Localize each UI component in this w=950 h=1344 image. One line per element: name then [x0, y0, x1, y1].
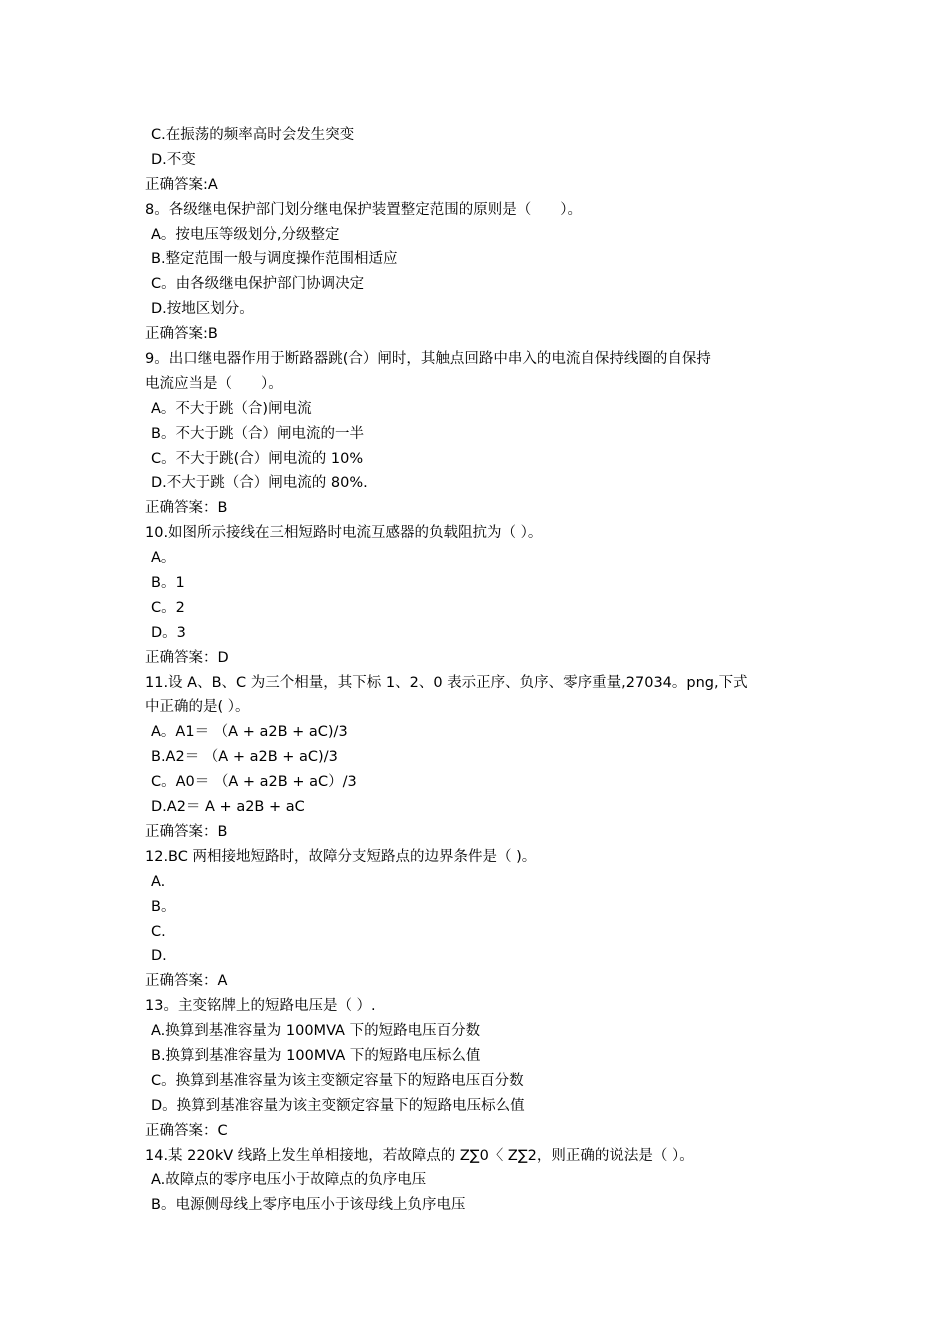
correct-answer: 正确答案:A	[145, 176, 218, 193]
correct-answer: 正确答案:B	[145, 326, 218, 343]
answer-option: D.按地区划分。	[151, 301, 254, 318]
answer-option: A。按电压等级划分,分级整定	[151, 226, 340, 243]
correct-answer: 正确答案：B	[145, 823, 228, 840]
answer-option: A.故障点的零序电压小于故障点的负序电压	[151, 1172, 427, 1189]
answer-option: B.整定范围一般与调度操作范围相适应	[151, 251, 398, 268]
question-text: 8。各级继电保护部门划分继电保护装置整定范围的原则是（ ）。	[145, 201, 582, 218]
answer-option: B。	[151, 898, 176, 915]
answer-option: D.不变	[151, 151, 196, 168]
answer-option: C.在振荡的频率高时会发生突变	[151, 127, 355, 143]
question-text: 电流应当是（ ）。	[145, 375, 283, 392]
answer-option: A.换算到基准容量为 100MVA 下的短路电压百分数	[151, 1023, 481, 1040]
question-text: 10.如图所示接线在三相短路时电流互感器的负载阻抗为（ ）。	[145, 525, 543, 542]
correct-answer: 正确答案：D	[145, 649, 229, 666]
correct-answer: 正确答案：C	[145, 1122, 228, 1139]
answer-option: A。A1＝ （A + a2B + aC)/3	[151, 724, 348, 741]
answer-option: A。不大于跳（合)闸电流	[151, 400, 312, 417]
question-text: 11.设 A、B、C 为三个相量，其下标 1、2、0 表示正序、负序、零序重量,27034。png,下式	[145, 674, 748, 691]
answer-option: D.A2＝ A + a2B + aC	[151, 799, 305, 816]
correct-answer: 正确答案：B	[145, 500, 228, 517]
answer-option: A.	[151, 873, 166, 890]
answer-option: C。2	[151, 599, 185, 616]
answer-option: D.不大于跳（合）闸电流的 80%.	[151, 475, 368, 492]
answer-option: D。3	[151, 624, 186, 641]
answer-option: C。A0＝ （A + a2B + aC）/3	[151, 774, 357, 791]
answer-option: A。	[151, 550, 176, 567]
question-text: 中正确的是( ）。	[145, 699, 250, 716]
answer-option: B.A2＝ （A + a2B + aC)/3	[151, 749, 338, 766]
answer-option: C。换算到基准容量为该主变额定容量下的短路电压百分数	[151, 1072, 524, 1089]
answer-option: B.换算到基准容量为 100MVA 下的短路电压标么值	[151, 1047, 481, 1064]
answer-option: C。不大于跳(合）闸电流的 10%	[151, 450, 364, 467]
question-text: 12.BC 两相接地短路时，故障分支短路点的边界条件是（ )。	[145, 848, 537, 865]
answer-option: B。1	[151, 575, 185, 592]
document-body	[145, 123, 815, 1218]
question-text: 13。主变铭牌上的短路电压是（ ）.	[145, 998, 376, 1015]
answer-option: D。换算到基准容量为该主变额定容量下的短路电压标么值	[151, 1097, 525, 1114]
question-text: 9。出口继电器作用于断路器跳(合）闸时，其触点回路中串入的电流自保持线圈的自保持	[145, 351, 711, 368]
question-text: 14.某 220kV 线路上发生单相接地，若故障点的 Z∑0〈 Z∑2，则正确的说法是（ ）。	[145, 1147, 694, 1164]
answer-option: D.	[151, 948, 167, 965]
answer-option: B。不大于跳（合）闸电流的一半	[151, 425, 364, 442]
correct-answer: 正确答案：A	[145, 973, 228, 990]
answer-option: C.	[151, 923, 166, 940]
answer-option: B。电源侧母线上零序电压小于该母线上负序电压	[151, 1197, 466, 1214]
answer-option: C。由各级继电保护部门协调决定	[151, 276, 365, 293]
